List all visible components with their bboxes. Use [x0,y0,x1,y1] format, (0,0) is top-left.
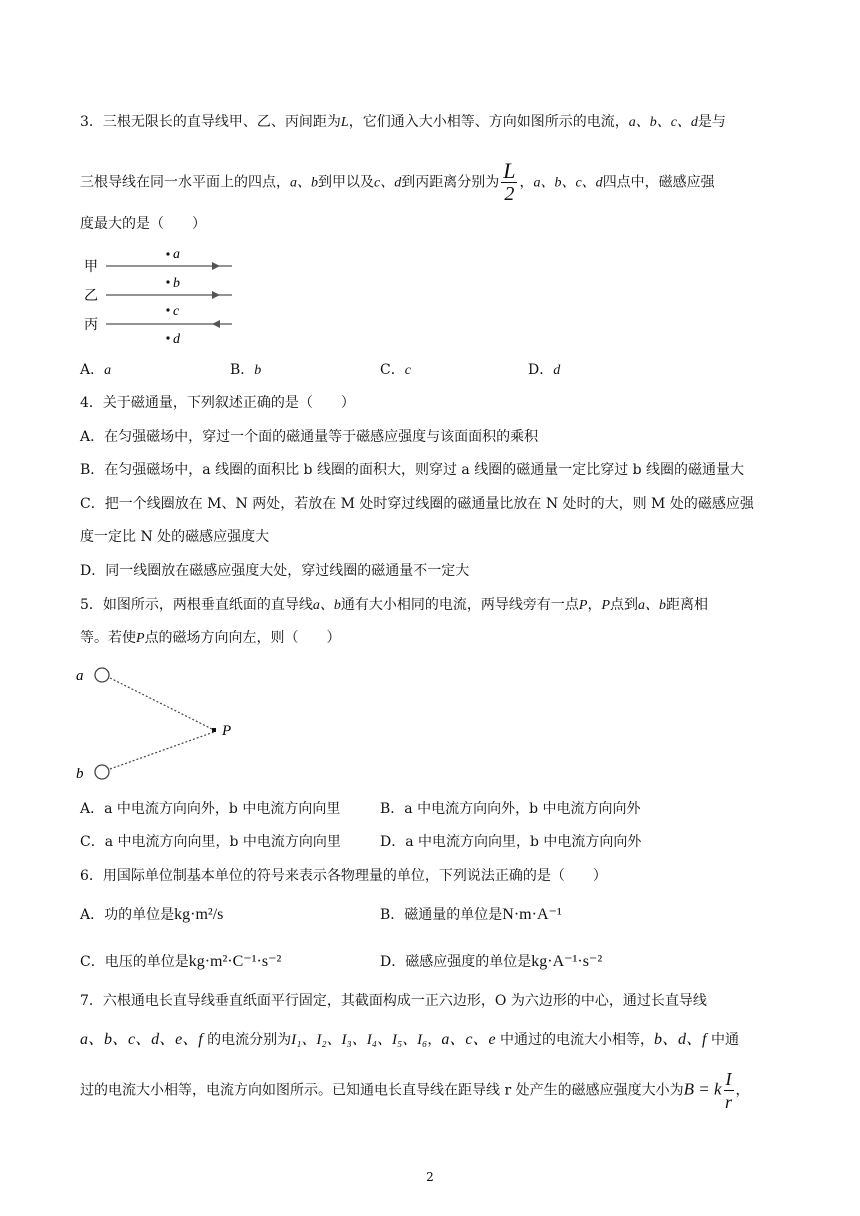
q3-text: 到丙距离分别为 [401,174,500,191]
q3-vars: a、b、c、d [533,175,603,191]
q7-text: 中通 [706,1032,739,1048]
q7-line2 [80,1030,739,1050]
wire-b-circle [95,765,109,779]
point-label-d: d [173,332,180,347]
q3-option-b[interactable] [230,360,261,381]
q7-text: 过的电流大小相等，电流方向如图所示。已知通电长直导线在距导线 r 处产生的磁感应强度大小为 [80,1082,684,1099]
q3-option-c[interactable] [380,360,411,381]
q5-line1 [80,595,708,616]
q5-text: 点的磁场方向向左，则（ ） [144,630,341,646]
q4-option-d[interactable]: D．同一线圈放在磁感应强度大处，穿过线圈的磁通量不一定大 [80,563,470,579]
q5-option-a[interactable]: A．a 中电流方向向外，b 中电流方向向里 [80,801,341,817]
point-c [166,308,169,311]
q3-text: 3．三根无限长的直导线甲、乙、丙间距为 [80,114,341,130]
q5-text: 等。若使 [80,630,136,646]
option-unit: kg·A⁻¹·s⁻² [531,953,603,970]
q6-option-a[interactable] [80,905,223,925]
q3-vars: a、b [290,175,318,191]
q6-option-c[interactable] [80,952,281,972]
q6-stem: 6．用国际单位制基本单位的符号来表示各物理量的单位，下列说法正确的是（ ） [80,868,607,884]
q5-text: ， [587,597,602,613]
q3-text: 三根导线在同一水平面上的四点， [80,174,290,191]
option-label: B． [230,362,255,378]
q7-text: ， [427,1032,442,1048]
q3-vars: a、b、c、d [628,115,698,130]
q5-text: 点到 [610,597,639,613]
q5-line2 [80,628,341,649]
option-value: b [254,363,262,378]
q5-figure [74,660,244,784]
point-label-b: b [173,276,180,291]
q4-stem: 4．关于磁通量，下列叙述正确的是（ ） [80,395,355,411]
frac-numerator: L [503,158,516,183]
q5-vars: a、b [638,598,667,613]
q5-text: 5．如图所示，两根垂直纸面的直导线 [80,597,313,613]
option-value: a [104,363,112,378]
wire-label-yi: 乙 [84,288,98,304]
page-number: 2 [426,1170,434,1184]
wire-label-bing: 丙 [84,317,98,333]
option-value: c [404,363,411,378]
point-p [212,728,216,732]
q4-option-c-cont: 度一定比 N 处的磁感应强度大 [80,529,270,545]
option-text: A．功的单位是 [80,907,175,923]
dashed-line-a-p [110,678,214,730]
q5-var-P: P [136,631,145,646]
q5-option-d[interactable]: D．a 中电流方向向里，b 中电流方向向外 [380,834,642,850]
q5-option-b[interactable]: B．a 中电流方向向外，b 中电流方向向外 [380,801,641,817]
q3-line1 [80,112,726,133]
point-label-p: P [222,723,232,739]
q3-text: 是与 [697,114,726,130]
q4-option-a[interactable]: A．在匀强磁场中，穿过一个面的磁通量等于磁感应强度与该面面积的乘积 [80,429,539,445]
arrow-right-icon [212,262,220,270]
option-label: A． [80,362,105,378]
q3-text: ，它们通入大小相等、方向如图所示的电流， [348,114,629,130]
frac-numerator: I [725,1069,732,1089]
q7-formula: B = k [683,1079,722,1099]
point-a [166,252,169,255]
q5-var-P: P [601,598,611,613]
q3-figure [80,244,250,350]
q3-line3: 度最大的是（ ） [80,216,206,232]
q7-fraction [724,1068,734,1113]
q3-text: 到甲以及 [318,174,374,191]
wire-label-jia: 甲 [84,259,98,275]
wire-a-circle [95,668,109,682]
point-label-a: a [173,247,180,262]
q4-option-b[interactable]: B．在匀强磁场中，a 线圈的面积比 b 线圈的面积大，则穿过 a 线圈的磁通量一定比穿过 b 线圈的磁通量大 [80,462,745,478]
q3-line2 [80,160,715,205]
q7-vars: b、d、f [654,1031,707,1048]
arrow-left-icon [212,320,220,328]
option-text: B．磁通量的单位是 [380,907,503,923]
q3-option-a[interactable] [80,360,111,381]
q6-option-b[interactable] [380,905,562,925]
q7-line3 [80,1068,750,1113]
arrow-right-icon [212,291,220,299]
q5-var-P: P [578,598,588,613]
q3-var-L: L [340,115,349,130]
q5-vars: a、b [312,598,341,613]
q7-text: ， [735,1082,750,1099]
q3-option-d[interactable] [528,360,560,381]
q4-option-c[interactable]: C．把一个线圈放在 M、N 两处，若放在 M 处时穿过线圈的磁通量比放在 N 处时的大，则 M 处的磁感应强 [80,496,754,512]
point-b [166,280,169,283]
q7-currents: I₁、I₂、I₃、I₄、I₅、I₆ [291,1032,428,1048]
q3-text: ， [519,174,534,191]
option-text: D．磁感应强度的单位是 [380,954,532,970]
q7-text: 的电流分别为 [202,1032,292,1048]
point-d [166,336,169,339]
q3-text: 四点中，磁感应强 [602,174,715,191]
option-unit: kg·m²·C⁻¹·s⁻² [188,953,282,970]
q7-text: 中通过的电流大小相等， [495,1032,655,1048]
option-unit: N·m·A⁻¹ [502,906,562,923]
wire-label-a: a [76,668,84,684]
q7-vars: a、b、c、d、e、f [80,1031,203,1048]
q3-vars: c、d [374,175,402,191]
frac-denominator: 2 [504,183,515,205]
wire-label-b: b [76,766,84,782]
q6-option-d[interactable] [380,952,602,972]
dashed-line-b-p [110,732,214,769]
frac-denominator: r [724,1092,732,1112]
option-unit: kg·m²/s [174,906,224,923]
q3-fraction [501,160,517,205]
option-label: C． [380,362,405,378]
q5-option-c[interactable]: C．a 中电流方向向里，b 中电流方向向里 [80,834,341,850]
point-label-c: c [173,304,180,319]
q7-vars: a、c、e [441,1031,496,1048]
q5-text: 距离相 [666,597,709,613]
option-value: d [553,363,561,378]
q5-text: 通有大小相同的电流，两导线旁有一点 [340,597,579,613]
q7-line1: 7．六根通电长直导线垂直纸面平行固定，其截面构成一正六边形，O 为六边形的中心，通过长直导线 [80,993,707,1009]
option-text: C．电压的单位是 [80,954,189,970]
option-label: D． [528,362,554,378]
